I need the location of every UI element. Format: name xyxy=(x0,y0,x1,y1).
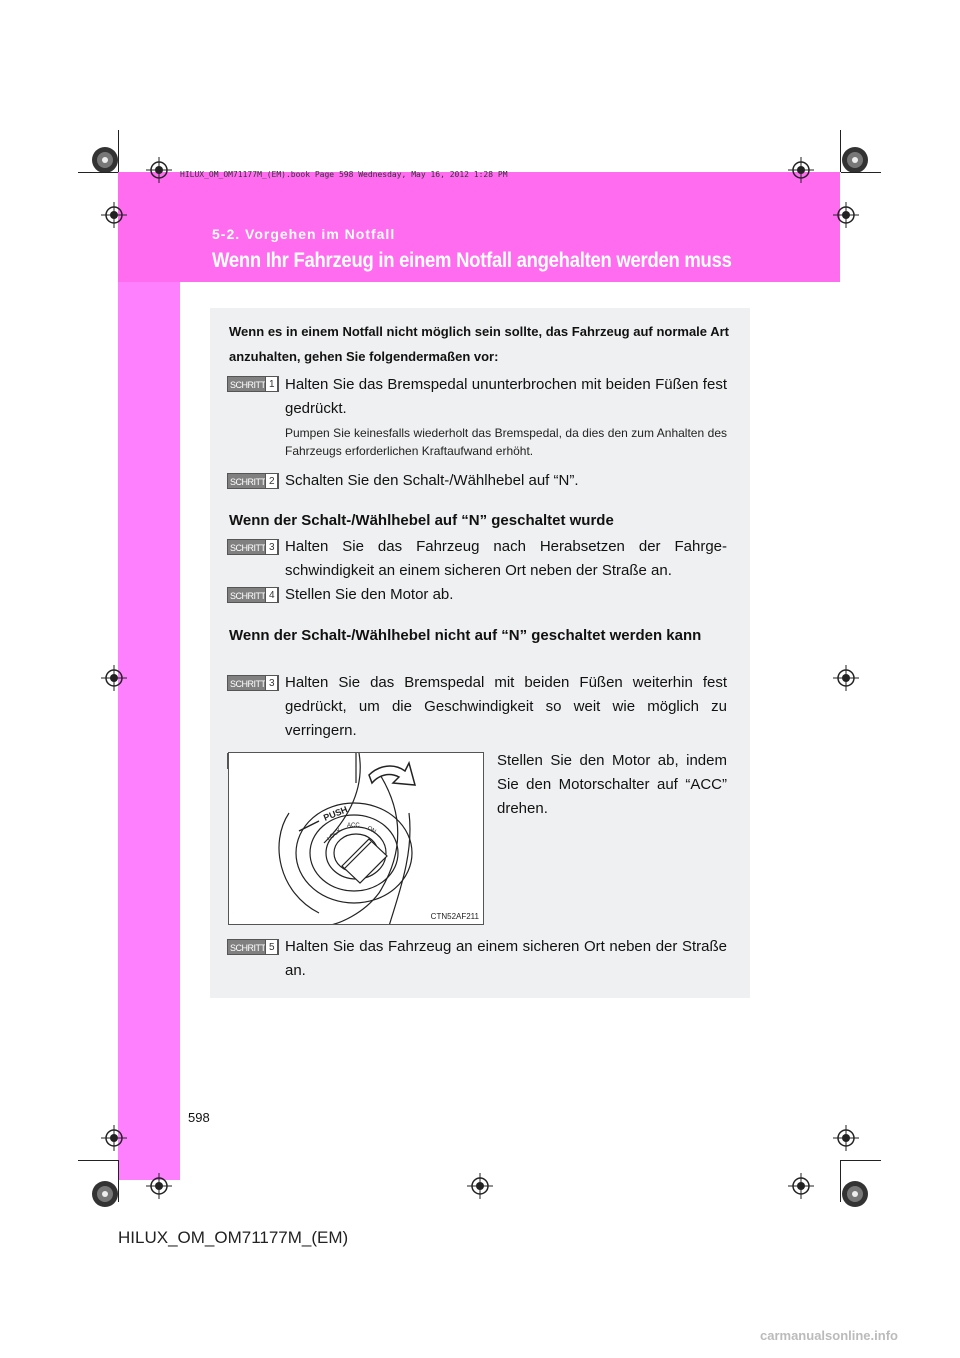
crosshair-icon xyxy=(467,1173,493,1199)
case-b-heading: Wenn der Schalt-/Wählhebel nicht auf “N” geschaltet werden kann xyxy=(229,627,702,644)
crop-mark xyxy=(78,1160,118,1161)
lock-label: LOCK xyxy=(326,827,343,843)
ignition-switch-illustration xyxy=(228,752,484,925)
intro-text: Wenn es in einem Notfall nicht möglich sein sollte, das Fahrzeug auf normale Art anzuhalten, gehen Sie folgendermaßen vor: xyxy=(229,324,729,364)
step-badge: SCHRITT 5 xyxy=(227,939,279,955)
figure-code: CTN52AF211 xyxy=(430,912,479,921)
step-badge: SCHRITT 1 xyxy=(227,376,279,392)
step-badge: SCHRITT 4 xyxy=(227,587,279,603)
registration-target-icon xyxy=(91,146,119,174)
crosshair-icon xyxy=(833,665,859,691)
footer-file-code: HILUX_OM_OM71177M_(EM) xyxy=(118,1228,349,1247)
page-title: Wenn Ihr Fahrzeug in einem Notfall angehalten werden muss xyxy=(212,249,732,272)
crop-mark xyxy=(840,1160,841,1202)
step-2-text: Schalten Sie den Schalt-/Wählhebel auf “N”. xyxy=(285,472,579,489)
crop-mark xyxy=(78,172,118,173)
registration-target-icon xyxy=(841,1180,869,1208)
watermark: carmanualsonline.info xyxy=(760,1328,898,1343)
step-badge: SCHRITT 3 xyxy=(227,675,279,691)
registration-target-icon xyxy=(841,146,869,174)
crosshair-icon xyxy=(788,157,814,183)
case-b-step-5-text: Halten Sie das Fahrzeug an einem sicheren Ort neben der Straße an. xyxy=(285,938,727,979)
step-badge: SCHRITT 2 xyxy=(227,473,279,489)
section-label: 5-2. Vorgehen im Notfall xyxy=(212,226,396,242)
ignition-switch-drawing xyxy=(229,753,484,925)
case-a-heading: Wenn der Schalt-/Wählhebel auf “N” geschaltet wurde xyxy=(229,512,614,529)
crop-mark xyxy=(840,130,841,172)
case-b-step-3-text: Halten Sie das Bremspedal mit beiden Füßen weiterhin fest gedrückt, um die Geschwindigkeit so weit wie möglich zu verringern. xyxy=(285,674,727,739)
crosshair-icon xyxy=(146,157,172,183)
acc-label: ACC xyxy=(347,823,360,829)
crosshair-icon xyxy=(833,202,859,228)
step-badge: SCHRITT 3 xyxy=(227,539,279,555)
page-sidebar-band xyxy=(118,172,180,1180)
crosshair-icon xyxy=(101,1125,127,1151)
case-b-step-4-text: Stellen Sie den Motor ab, indem Sie den Motorschalter auf “ACC” drehen. xyxy=(497,752,727,817)
case-a-step-4-text: Stellen Sie den Motor ab. xyxy=(285,586,454,603)
crosshair-icon xyxy=(146,1173,172,1199)
crosshair-icon xyxy=(788,1173,814,1199)
crosshair-icon xyxy=(101,665,127,691)
case-a-step-3-text: Halten Sie das Fahrzeug nach Herabsetzen der Fahrge-schwindigkeit an einem sicheren Ort neben der Straße an. xyxy=(285,538,727,579)
on-label: ON xyxy=(366,825,377,836)
push-label: PUSH xyxy=(322,804,349,823)
crop-mark xyxy=(841,172,881,173)
crosshair-icon xyxy=(833,1125,859,1151)
crop-mark xyxy=(118,130,119,172)
step-1-text: Halten Sie das Bremspedal ununterbrochen mit beiden Füßen fest gedrückt. xyxy=(285,376,727,417)
registration-target-icon xyxy=(91,1180,119,1208)
file-info: HILUX_OM_OM71177M_(EM).book Page 598 Wednesday, May 16, 2012 1:28 PM xyxy=(180,170,508,179)
crop-mark xyxy=(841,1160,881,1161)
page-number: 598 xyxy=(188,1110,210,1125)
crop-mark xyxy=(118,1160,119,1202)
step-1-note: Pumpen Sie keinesfalls wiederholt das Bremspedal, da dies den zum Anhalten des Fahrzeugs erforderlichen Kraftaufwand erhöht. xyxy=(285,426,727,458)
crosshair-icon xyxy=(101,202,127,228)
